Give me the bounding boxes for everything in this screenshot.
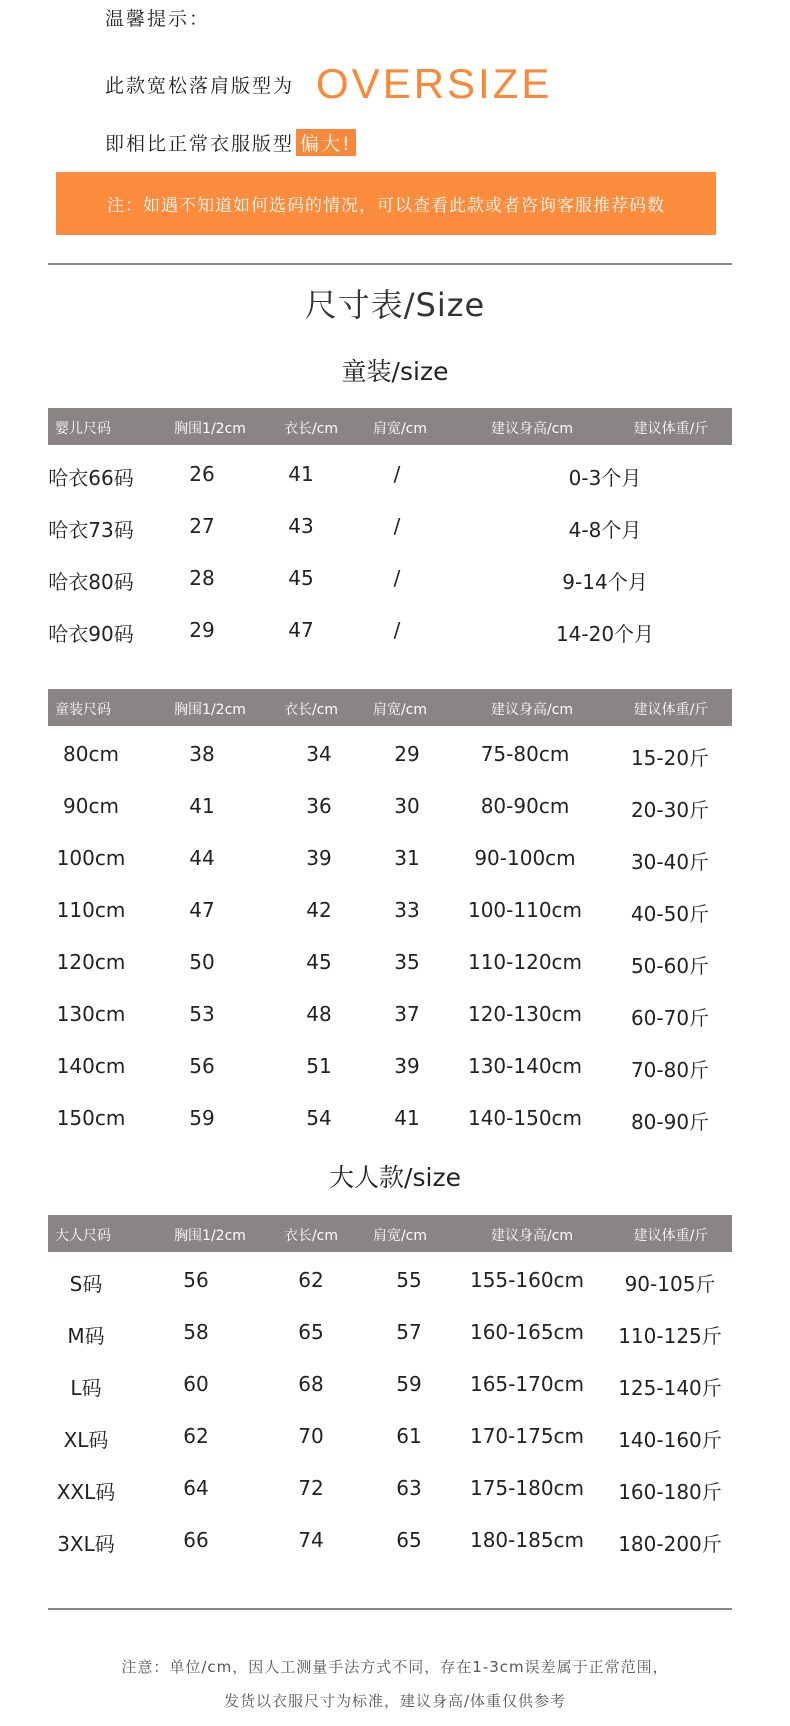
table-cell: 44 xyxy=(189,846,215,870)
table-row xyxy=(48,948,732,978)
column-header: 建议体重/斤 xyxy=(633,421,709,437)
table-cell: 36 xyxy=(306,794,332,818)
column-header: 胸围1/2cm xyxy=(174,702,246,718)
table-row xyxy=(48,792,732,822)
table-header xyxy=(48,408,732,445)
column-header: 衣长/cm xyxy=(283,1228,339,1244)
table-cell: L码 xyxy=(70,1376,102,1400)
table-cell: 110-125斤 xyxy=(618,1324,722,1348)
table-cell: 31 xyxy=(394,846,420,870)
table-cell: XXL码 xyxy=(56,1480,116,1504)
table-row xyxy=(48,512,732,542)
table-cell: 165-170cm xyxy=(469,1372,585,1396)
tips-title: 温馨提示： xyxy=(105,8,211,30)
table-cell: 130-140cm xyxy=(467,1054,583,1078)
column-header: 肩宽/cm xyxy=(372,421,428,437)
table-cell: 30-40斤 xyxy=(630,850,710,874)
column-header: 肩宽/cm xyxy=(372,1228,428,1244)
table-cell: 55 xyxy=(396,1268,422,1292)
table-row xyxy=(48,616,732,646)
table-cell: 100-110cm xyxy=(467,898,583,922)
table-row xyxy=(48,1266,732,1296)
table-cell: 47 xyxy=(189,898,215,922)
table-row xyxy=(48,1370,732,1400)
table-cell: 35 xyxy=(394,950,420,974)
table-cell: 66 xyxy=(183,1528,209,1552)
note-banner: 注：如遇不知道如何选码的情况，可以查看此款或者咨询客服推荐码数 xyxy=(56,172,716,235)
table-row xyxy=(48,740,732,770)
table-cell: 72 xyxy=(298,1476,324,1500)
column-header: 胸围1/2cm xyxy=(174,421,246,437)
table-row xyxy=(48,1052,732,1082)
table-cell: 80-90斤 xyxy=(630,1110,710,1134)
kids-section-title: 童装/size xyxy=(341,357,449,386)
table-cell: 0-3个月 xyxy=(568,466,642,490)
table-row xyxy=(48,460,732,490)
table-cell: 3XL码 xyxy=(57,1532,115,1556)
table-cell: 140cm xyxy=(56,1054,126,1078)
table-cell: 68 xyxy=(298,1372,324,1396)
table-row xyxy=(48,844,732,874)
table-cell: 130cm xyxy=(56,1002,126,1026)
table-cell: 34 xyxy=(306,742,332,766)
table-cell: 9-14个月 xyxy=(562,570,648,594)
table-row xyxy=(48,1318,732,1348)
column-header: 大人尺码 xyxy=(55,1228,111,1244)
table-cell: 哈衣80码 xyxy=(48,570,134,594)
tips-line-larger xyxy=(105,129,356,156)
table-cell: 75-80cm xyxy=(480,742,570,766)
table-cell: / xyxy=(393,462,401,486)
table-cell: 50 xyxy=(189,950,215,974)
table-cell: 120cm xyxy=(56,950,126,974)
table-header xyxy=(48,689,732,726)
table-cell: 110-120cm xyxy=(467,950,583,974)
table-cell: 56 xyxy=(183,1268,209,1292)
column-header: 衣长/cm xyxy=(283,421,339,437)
table-cell: 180-200斤 xyxy=(618,1532,722,1556)
table-cell: 4-8个月 xyxy=(568,518,642,542)
size-chart-title: 尺寸表/Size xyxy=(304,286,486,324)
column-header: 建议身高/cm xyxy=(490,702,574,718)
table-cell: / xyxy=(393,618,401,642)
table-row xyxy=(48,1474,732,1504)
table-header xyxy=(48,1215,732,1252)
table-row xyxy=(48,1422,732,1452)
tips-line2-text: 即相比正常衣服版型 xyxy=(105,133,295,155)
table-cell: 61 xyxy=(396,1424,422,1448)
table-cell: 42 xyxy=(306,898,332,922)
table-cell: 14-20个月 xyxy=(555,622,655,646)
table-cell: 40-50斤 xyxy=(630,902,710,926)
table-row xyxy=(48,1526,732,1556)
table-cell: 60-70斤 xyxy=(630,1006,710,1030)
column-header: 肩宽/cm xyxy=(372,702,428,718)
table-cell: 哈衣66码 xyxy=(48,466,134,490)
table-cell: 74 xyxy=(298,1528,324,1552)
table-cell: 56 xyxy=(189,1054,215,1078)
table-cell: 26 xyxy=(189,462,215,486)
table-cell: / xyxy=(393,514,401,538)
table-cell: 80cm xyxy=(63,742,119,766)
table-cell: 41 xyxy=(394,1106,420,1130)
table-cell: 100cm xyxy=(56,846,126,870)
column-header: 胸围1/2cm xyxy=(174,1228,246,1244)
table-row xyxy=(48,1104,732,1134)
table-cell: 125-140斤 xyxy=(618,1376,722,1400)
table-cell: XL码 xyxy=(63,1428,109,1452)
table-cell: 27 xyxy=(189,514,215,538)
table-cell: 70-80斤 xyxy=(630,1058,710,1082)
table-cell: 29 xyxy=(189,618,215,642)
table-cell: 28 xyxy=(189,566,215,590)
table-cell: 70 xyxy=(298,1424,324,1448)
table-cell: 62 xyxy=(298,1268,324,1292)
column-header: 建议体重/斤 xyxy=(633,1228,709,1244)
table-cell: 110cm xyxy=(56,898,126,922)
table-cell: 175-180cm xyxy=(469,1476,585,1500)
table-cell: 160-165cm xyxy=(469,1320,585,1344)
oversize-label: OVERSIZE xyxy=(316,60,553,107)
table-cell: M码 xyxy=(67,1324,105,1348)
table-cell: 58 xyxy=(183,1320,209,1344)
table-cell: 90cm xyxy=(63,794,119,818)
table-cell: / xyxy=(393,566,401,590)
table-cell: 29 xyxy=(394,742,420,766)
table-cell: 43 xyxy=(288,514,314,538)
column-header: 童装尺码 xyxy=(55,702,111,718)
table-cell: 48 xyxy=(306,1002,332,1026)
column-header: 衣长/cm xyxy=(283,702,339,718)
table-cell: 57 xyxy=(396,1320,422,1344)
table-cell: 54 xyxy=(306,1106,332,1130)
table-cell: 62 xyxy=(183,1424,209,1448)
table-cell: 33 xyxy=(394,898,420,922)
table-cell: 47 xyxy=(288,618,314,642)
table-row xyxy=(48,1000,732,1030)
divider-top xyxy=(48,263,732,265)
tips-highlight: 偏大! xyxy=(296,129,356,156)
footer-note-line2: 发货以衣服尺寸为标准，建议身高/体重仅供参考 xyxy=(223,1692,567,1710)
table-cell: 180-185cm xyxy=(469,1528,585,1552)
table-cell: 41 xyxy=(189,794,215,818)
table-cell: 41 xyxy=(288,462,314,486)
table-cell: 53 xyxy=(189,1002,215,1026)
table-cell: 50-60斤 xyxy=(630,954,710,978)
adult-section-title: 大人款/size xyxy=(329,1163,461,1192)
table-cell: 65 xyxy=(298,1320,324,1344)
table-row xyxy=(48,896,732,926)
table-cell: 15-20斤 xyxy=(630,746,710,770)
table-cell: 哈衣73码 xyxy=(48,518,134,542)
column-header: 婴儿尺码 xyxy=(55,421,111,437)
column-header: 建议身高/cm xyxy=(490,421,574,437)
column-header: 建议身高/cm xyxy=(490,1228,574,1244)
table-cell: 45 xyxy=(306,950,332,974)
table-cell: 160-180斤 xyxy=(618,1480,722,1504)
table-cell: 30 xyxy=(394,794,420,818)
tips-line1-text: 此款宽松落肩版型为 xyxy=(105,74,295,97)
table-cell: 90-100cm xyxy=(474,846,576,870)
table-cell: 63 xyxy=(396,1476,422,1500)
table-cell: 39 xyxy=(306,846,332,870)
table-cell: 140-160斤 xyxy=(618,1428,722,1452)
table-cell: 59 xyxy=(396,1372,422,1396)
table-cell: 哈衣90码 xyxy=(48,622,134,646)
table-cell: 20-30斤 xyxy=(630,798,710,822)
table-cell: 38 xyxy=(189,742,215,766)
table-cell: S码 xyxy=(69,1272,103,1296)
table-cell: 39 xyxy=(394,1054,420,1078)
table-cell: 37 xyxy=(394,1002,420,1026)
table-cell: 51 xyxy=(306,1054,332,1078)
table-cell: 80-90cm xyxy=(480,794,570,818)
table-cell: 150cm xyxy=(56,1106,126,1130)
table-cell: 120-130cm xyxy=(467,1002,583,1026)
table-cell: 65 xyxy=(396,1528,422,1552)
footer-note-line1: 注意：单位/cm，因人工测量手法方式不同，存在1-3cm误差属于正常范围， xyxy=(121,1658,669,1676)
table-cell: 59 xyxy=(189,1106,215,1130)
table-cell: 64 xyxy=(183,1476,209,1500)
table-cell: 90-105斤 xyxy=(624,1272,716,1296)
divider-bottom xyxy=(48,1608,732,1610)
table-cell: 155-160cm xyxy=(469,1268,585,1292)
column-header: 建议体重/斤 xyxy=(633,702,709,718)
tips-line-oversize xyxy=(105,60,552,108)
table-cell: 170-175cm xyxy=(469,1424,585,1448)
table-cell: 60 xyxy=(183,1372,209,1396)
table-cell: 140-150cm xyxy=(467,1106,583,1130)
table-cell: 45 xyxy=(288,566,314,590)
table-row xyxy=(48,564,732,594)
